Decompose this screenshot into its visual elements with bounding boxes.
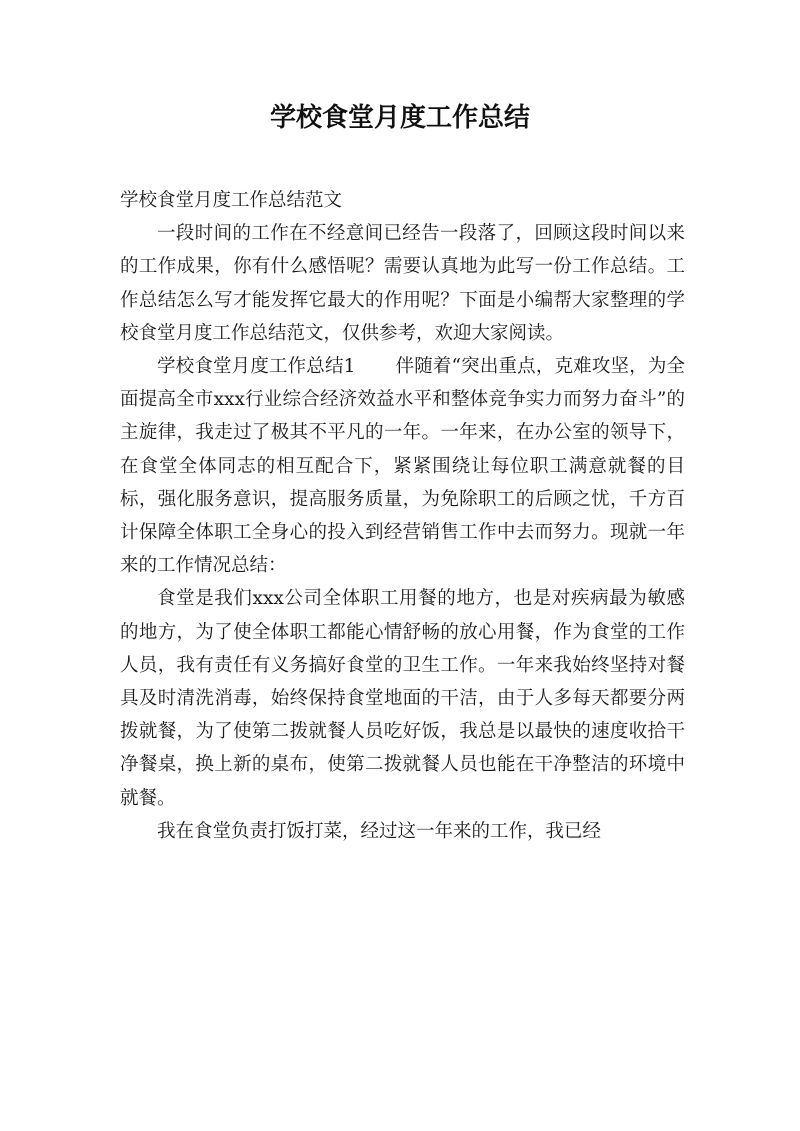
intro-paragraph: 一段时间的工作在不经意间已经告一段落了，回顾这段时间以来的工作成果，你有什么感悟呢？需要认真地为此写一份工作总结。工作总结怎么写才能发挥它最大的作用呢？下面是小编帮大家整理的学校食堂月度工作总结范文，仅供参考，欢迎大家阅读。 (120, 223, 685, 344)
document-title: 学校食堂月度工作总结 (269, 103, 530, 133)
section1-lead: 伴随着“突出重点，克难攻坚，为全面提高全市xxx行业综合经济效益水平和整体竞争实力而努力奋斗”的主旋律，我走过了极其不平凡的一年。一年来，在办公室的领导下，在食堂全体同志的相互配合下，紧紧围绕让每位职工满意就餐的目标，强化服务意识，提高服务质量，为免除职工的后顾之忧，千方百计保障全体职工全身心的投入到经营销售工作中去而努力。现就一年来的工作情况总结： (120, 356, 685, 577)
paragraph-2: 食堂是我们xxx公司全体职工用餐的地方，也是对疾病最为敏感的地方，为了使全体职工都能心情舒畅的放心用餐，作为食堂的工作人员，我有责任有义务搞好食堂的卫生工作。一年来我始终坚持对餐具及时清洗消毒，始终保持食堂地面的干洁，由于人多每天都要分两拨就餐，为了使第二拨就餐人员吃好饭，我总是以最快的速度收拾干净餐桌，换上新的桌布，使第二拨就餐人员也能在干净整洁的环境中就餐。 (120, 588, 685, 809)
document-body (120, 184, 685, 848)
section1-heading: 学校食堂月度工作总结1 (157, 356, 356, 378)
paragraph-3: 我在食堂负责打饭打菜，经过这一年来的工作，我已经 (157, 820, 602, 842)
document-subtitle: 学校食堂月度工作总结范文 (120, 190, 343, 211)
section1-paragraph (120, 350, 685, 582)
